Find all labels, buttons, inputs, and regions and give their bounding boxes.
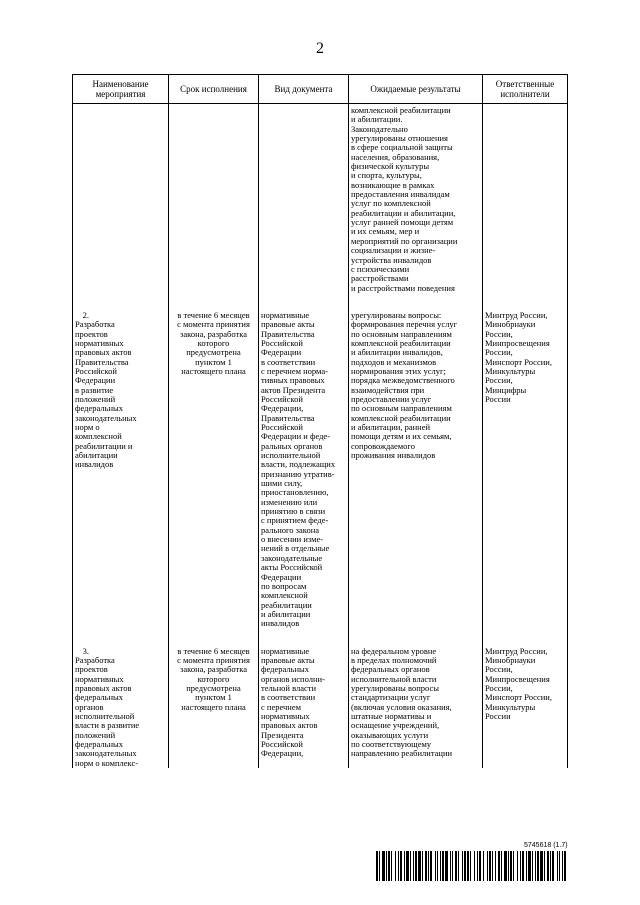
column-header-name: Наименование мероприятия — [73, 75, 169, 104]
barcode-bar — [477, 851, 478, 881]
column-header-doc: Вид документа — [259, 75, 349, 104]
barcode-bar — [513, 851, 514, 881]
page-number: 2 — [316, 40, 324, 57]
barcode-bar — [430, 851, 432, 881]
barcode-bar — [425, 851, 427, 881]
barcode-bar — [391, 851, 392, 881]
row3-executors: Минтруд России, Минобрнауки России, Минпросвещения России, Минспорт России, Минкультуры России — [483, 647, 568, 768]
barcode-bar — [559, 851, 560, 881]
barcode-bar — [470, 851, 471, 881]
barcode-bar — [562, 851, 563, 881]
barcode-bar — [410, 851, 411, 881]
table-row — [73, 311, 568, 629]
barcode-bar — [442, 851, 444, 881]
barcode-bar — [398, 851, 399, 881]
barcode-bar — [501, 851, 502, 881]
barcode-bar — [557, 851, 558, 881]
barcode-bar — [522, 851, 524, 881]
barcode-bar — [547, 851, 549, 881]
barcode-bar — [544, 851, 545, 881]
row2-term: в течение 6 месяцев с момента принятия закона, разработка которого предусмотрена пунктом 1 настоящего плана — [169, 311, 259, 629]
row2-executors: Минтруд России, Минобрнауки России, Минпросвещения России, Минспорт России, Минкультуры России, Минцифры России — [483, 311, 568, 629]
table-row — [73, 104, 568, 293]
row-spacer — [73, 629, 568, 647]
barcode-bar — [422, 851, 423, 881]
row-spacer — [73, 293, 568, 311]
row2-results: урегулированы вопросы: формирования перечня услуг по основным направлениям комплексной реабилитации и абилитации инвалидов, подходов и механизмов нормирования этих услуг; порядка межведомственного взаимодействия при предоставлении услуг по основным направлениям комплексной реабилитации и абилитации, ранней помощи детям и их семьям, сопровождаемого проживания инвалидов — [349, 311, 483, 629]
row3-term: в течение 6 месяцев с момента принятия закона, разработка которого предусмотрена пунктом 1 настоящего плана — [169, 647, 259, 768]
barcode-bar — [550, 851, 551, 881]
barcode-bar — [528, 851, 531, 881]
row3-number: 3. — [82, 645, 89, 656]
barcode-bar — [552, 851, 554, 881]
barcode-bar — [450, 851, 451, 881]
barcode-label: 5745618 (1.7) — [524, 842, 568, 849]
row3-results: на федеральном уровне в пределах полномочий федеральных органов исполнительной власти урегулированы вопросы стандартизации услуг (включая условия оказания, штатные нормативы и оснащение учреждений, оказывающих услуги по соответствующему направлению реабилитации — [349, 647, 483, 768]
row2-number: 2. — [82, 309, 89, 320]
barcode-bar — [388, 851, 390, 881]
barcode-bar — [504, 851, 507, 881]
barcode-bar — [487, 851, 488, 881]
row1-term — [169, 104, 259, 293]
barcode-bar — [382, 851, 385, 881]
barcode-bar — [413, 851, 414, 881]
barcode-bar — [526, 851, 527, 881]
barcode-bar — [458, 851, 459, 881]
row1-results: комплексной реабилитации и абилитации. Законодательно урегулированы отношения в сфере социальной защиты населения, образования, физической культуры и спорта, культуры, возникающие в рамках предоставления инвалидам услуг по комплексной реабилитации и абилитации, услуг ранней помощи детям и их семьям, мер и мероприятий по организации социализации и жизне- устройства инвалидов с психическими расстройствами и расстройствами поведения — [349, 104, 483, 293]
barcode-bar — [483, 851, 484, 881]
barcode-bar — [540, 851, 543, 881]
plan-table-container — [72, 74, 567, 768]
column-header-term: Срок исполнения — [169, 75, 259, 104]
barcode-bar — [404, 851, 405, 881]
barcode-bar — [376, 851, 378, 881]
barcode-bar — [517, 851, 518, 881]
column-header-results: Ожидаемые результаты — [349, 75, 483, 104]
barcode-bar — [445, 851, 448, 881]
barcode-bar — [520, 851, 521, 881]
row3-doc: нормативные правовые акты федеральных органов исполни- тельной власти в соответствии с перечнем нормативных правовых актов Президента Российской Федерации, — [259, 647, 349, 768]
barcode-bar — [498, 851, 500, 881]
row3-name: Разработка проектов нормативных правовых актов федеральных органов исполнительной власти в развитие положений федеральных законодательных норм о комплекс- — [75, 654, 140, 768]
barcode-bar — [510, 851, 512, 881]
row1-doc — [259, 104, 349, 293]
row2-doc: нормативные правовые акты Правительства Российской Федерации в соответствии с перечнем норма- тивных правовых актов Президента Российской Федерации, Правительства Российской Федерации и феде- ральных органов исполнительной власти, подлежащих признанию утратив- шими силу, приостановлению, изменению или принятию в связи с принятием феде- рального закона о внесении изме- нений в отдельные законодательные акты Российской Федерации по вопросам комплексной реабилитации и абилитации инвалидов — [259, 311, 349, 629]
row3-name-cell — [73, 647, 169, 768]
row2-name: Разработка проектов нормативных правовых актов Правительства Российской Федерации в развитие положений федеральных законодательных норм о комплексной реабилитации и абилитации инвалидов — [75, 319, 137, 470]
barcode-bar — [437, 851, 438, 881]
barcode-bar — [474, 851, 475, 881]
barcode-bar — [428, 851, 429, 881]
barcode-bar — [406, 851, 409, 881]
barcode-bar — [564, 851, 566, 881]
barcode-bar — [532, 851, 533, 881]
barcode-bar — [492, 851, 493, 881]
barcode-bar — [495, 851, 496, 881]
row2-name-cell — [73, 311, 169, 629]
barcode-bar — [379, 851, 380, 881]
barcode-bar — [535, 851, 536, 881]
barcode-bar — [395, 851, 396, 881]
plan-table — [72, 74, 568, 768]
barcode-bar — [479, 851, 481, 881]
barcode-bar — [418, 851, 421, 881]
barcode-bar — [440, 851, 441, 881]
barcode-bar — [415, 851, 417, 881]
table-row — [73, 647, 568, 768]
barcode-bar — [455, 851, 457, 881]
barcode-bar — [464, 851, 466, 881]
barcode-bar — [508, 851, 509, 881]
barcode-bar — [435, 851, 436, 881]
table-header-row — [73, 75, 568, 104]
barcode-bar — [452, 851, 453, 881]
barcode-bar — [462, 851, 463, 881]
row1-name — [73, 104, 169, 293]
barcode-bar — [467, 851, 469, 881]
barcode-bar — [386, 851, 387, 881]
column-header-executors: Ответственные исполнители — [483, 75, 568, 104]
barcode-image — [376, 851, 567, 881]
barcode-bar — [537, 851, 539, 881]
barcode-bar — [400, 851, 402, 881]
row1-executors — [483, 104, 568, 293]
barcode-bar — [489, 851, 491, 881]
